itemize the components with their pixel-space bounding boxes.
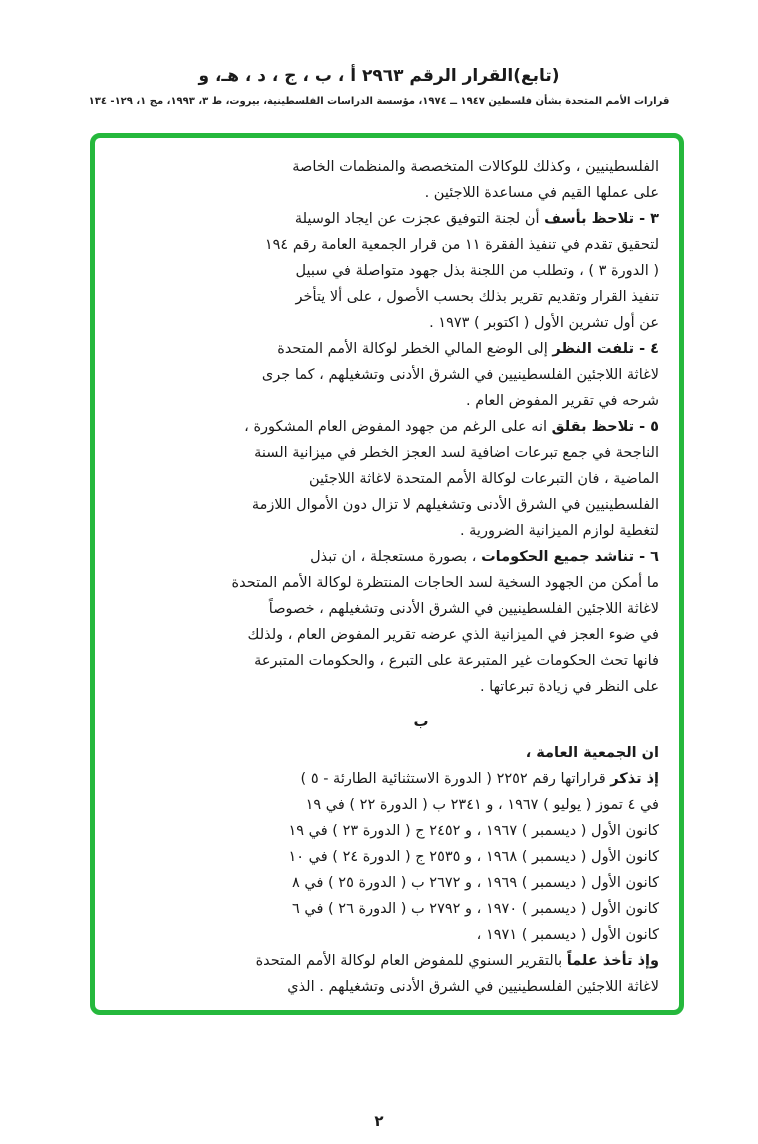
resolution-text-section-b <box>183 740 659 1000</box>
resolution-text-section-a <box>183 154 659 700</box>
text-line: ٥ - تلاحظ بقلق انه على الرغم من جهود المفوض العام المشكورة ، <box>244 419 659 435</box>
text-line: فانها تحث الحكومات غير المتبرعة على التبرع ، والحكومات المتبرعة <box>254 653 659 669</box>
text-line: لتحقيق تقدم في تنفيذ الفقرة ١١ من قرار الجمعية العامة رقم ١٩٤ <box>264 237 659 253</box>
text-line: في ضوء العجز في الميزانية الذي عرضه تقرير المفوض العام ، ولذلك <box>247 627 659 643</box>
text-line: كانون الأول ( ديسمبر ) ١٩٦٨ ، و ٢٥٣٥ ج ( الدورة ٢٤ ) في ١٠ <box>288 849 659 865</box>
text-line: الفلسطينيين ، وكذلك للوكالات المتخصصة والمنظمات الخاصة <box>292 159 659 175</box>
text-line: ٦ - تناشد جميع الحكومات ، بصورة مستعجلة ، ان تبذل <box>310 549 659 565</box>
document-title: (تابع)القرار الرقم ٢٩٦٣ أ ، ب ، ج ، د ، هـ، و <box>198 66 560 86</box>
text-line: لاغاثة اللاجئين الفلسطينيين في الشرق الأدنى وتشغيلهم ، خصوصاً <box>268 601 659 617</box>
highlight-border-box <box>90 133 684 1015</box>
text-line: كانون الأول ( ديسمبر ) ١٩٧٠ ، و ٢٧٩٢ ب ( الدورة ٢٦ ) في ٦ <box>291 901 659 917</box>
text-line: ما أمكن من الجهود السخية لسد الحاجات المنتظرة لوكالة الأمم المتحدة <box>231 575 659 591</box>
text-line: على النظر في زيادة تبرعاتها . <box>479 679 659 695</box>
text-line: كانون الأول ( ديسمبر ) ١٩٦٧ ، و ٢٤٥٢ ج ( الدورة ٢٣ ) في ١٩ <box>288 823 659 839</box>
text-line: كانون الأول ( ديسمبر ) ١٩٧١ ، <box>476 927 659 943</box>
text-line: شرحه في تقرير المفوض العام . <box>466 393 659 409</box>
text-line: في ٤ تموز ( يوليو ) ١٩٦٧ ، و ٢٣٤١ ب ( الدورة ٢٢ ) في ١٩ <box>305 797 659 813</box>
text-line: على عملها القيم في مساعدة اللاجئين . <box>424 185 659 201</box>
text-line: عن أول تشرين الأول ( اكتوبر ) ١٩٧٣ . <box>429 315 659 331</box>
text-line: كانون الأول ( ديسمبر ) ١٩٦٩ ، و ٢٦٧٢ ب ( الدورة ٢٥ ) في ٨ <box>291 875 659 891</box>
document-subtitle: قرارات الأمم المتحدة بشأن فلسطين ١٩٤٧ ــ ١٩٧٤، مؤسسة الدراسات الفلسطينية، بيروت، ط ٣، ١٩٩٣، مج ١، ١٢٩- ١٣٤ <box>88 96 670 107</box>
document-header <box>0 66 758 107</box>
text-line: ( الدورة ٣ ) ، وتطلب من اللجنة بذل جهود متواصلة في سبيل <box>295 263 659 279</box>
text-line: الفلسطينيين في الشرق الأدنى وتشغيلهم لا تزال دون الأموال اللازمة <box>251 497 659 513</box>
text-line: ٣ - تلاحظ بأسف أن لجنة التوفيق عجزت عن ايجاد الوسيلة <box>294 211 659 227</box>
text-line: الناجحة في جمع تبرعات اضافية لسد العجز الخطر في ميزانية السنة <box>254 445 659 461</box>
text-line: لاغاثة اللاجئين الفلسطينيين في الشرق الأدنى وتشغيلهم . الذي <box>287 979 659 995</box>
text-line: الماضية ، فان التبرعات لوكالة الأمم المتحدة لاغاثة اللاجئين <box>308 471 659 487</box>
text-line: ان الجمعية العامة ، <box>525 745 659 761</box>
text-line: وإذ تأخذ علماً بالتقرير السنوي للمفوض العام لوكالة الأمم المتحدة <box>255 953 659 969</box>
text-line: لاغاثة اللاجئين الفلسطينيين في الشرق الأدنى وتشغيلهم ، كما جرى <box>261 367 659 383</box>
page-number: ٢ <box>374 1112 384 1130</box>
text-line: ٤ - تلفت النظر إلى الوضع المالي الخطر لوكالة الأمم المتحدة <box>277 341 659 357</box>
text-line: لتغطية لوازم الميزانية الضرورية . <box>459 523 659 539</box>
section-b-header: ب <box>413 712 429 730</box>
text-line: تنفيذ القرار وتقديم تقرير بذلك بحسب الأصول ، على ألا يتأخر <box>295 289 659 305</box>
text-line: إذ تذكر قراراتها رقم ٢٢٥٢ ( الدورة الاستثنائية الطارئة - ٥ ) <box>300 771 659 787</box>
